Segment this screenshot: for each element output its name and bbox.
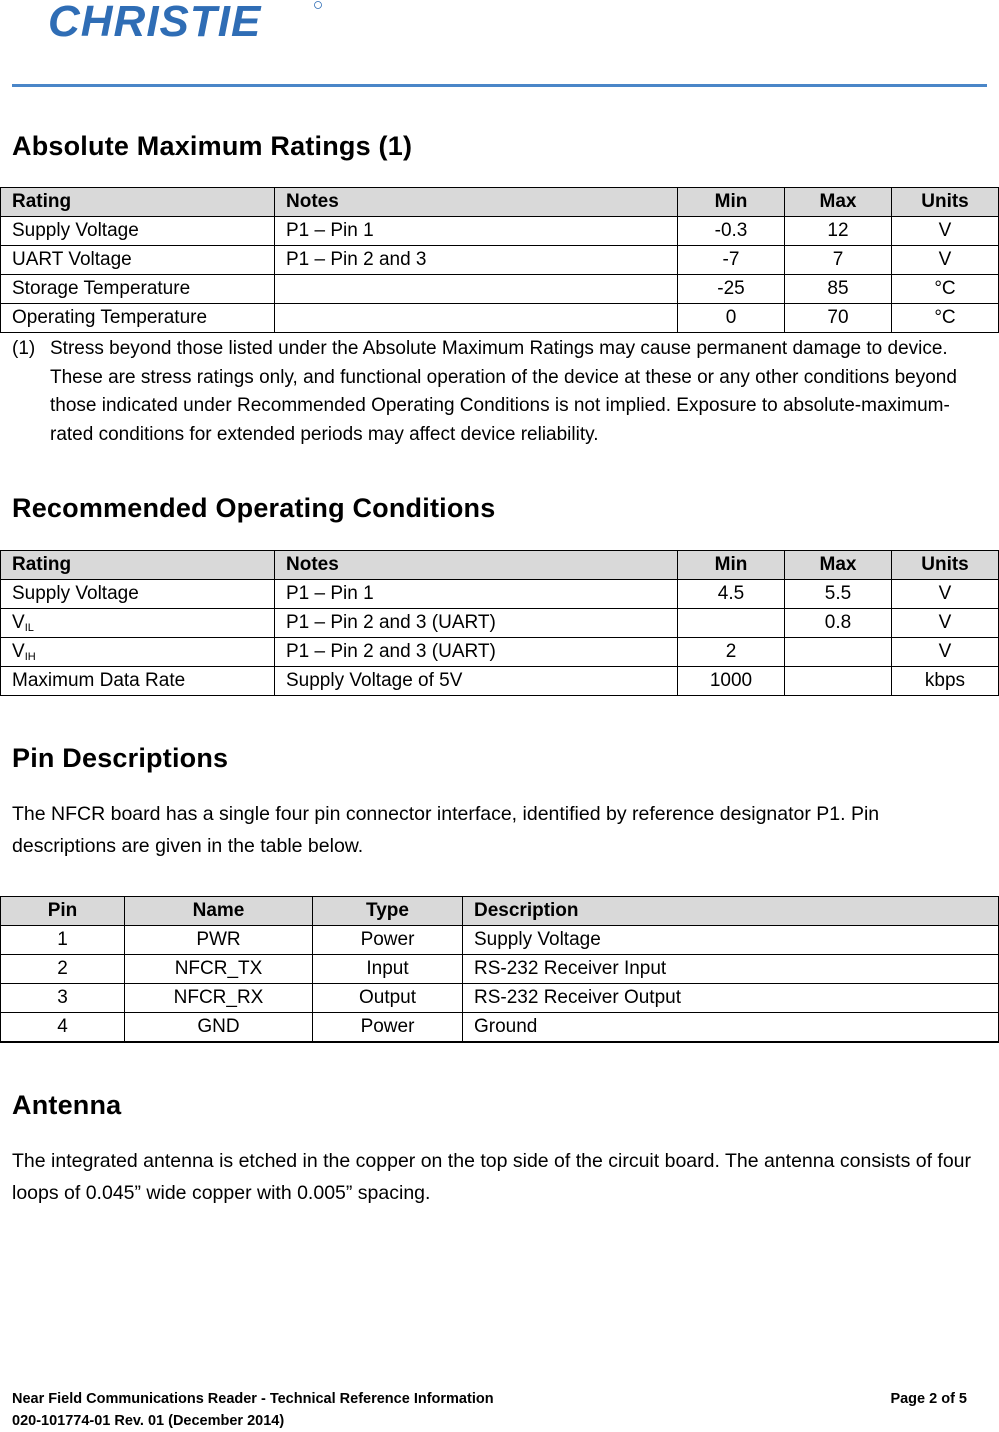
table-row bbox=[1, 638, 999, 667]
cell-description: RS-232 Receiver Output bbox=[463, 984, 999, 1013]
cell-rating bbox=[1, 609, 275, 638]
cell-description: Supply Voltage bbox=[463, 926, 999, 955]
cell-units: °C bbox=[892, 304, 999, 333]
cell-max bbox=[785, 638, 892, 667]
cell-rating: Supply Voltage bbox=[1, 217, 275, 246]
rating-subscript: IL bbox=[24, 622, 34, 634]
cell-min: -0.3 bbox=[678, 217, 785, 246]
cell-max: 5.5 bbox=[785, 580, 892, 609]
header-rule bbox=[12, 84, 987, 87]
cell-pin: 3 bbox=[1, 984, 125, 1013]
cell-max: 12 bbox=[785, 217, 892, 246]
table-header-row bbox=[1, 551, 999, 580]
footnote-number: (1) bbox=[12, 338, 36, 359]
footer-page-number: Page 2 of 5 bbox=[890, 1391, 967, 1407]
registered-mark-icon bbox=[315, 2, 322, 9]
cell-notes: P1 – Pin 1 bbox=[275, 217, 678, 246]
cell-notes: P1 – Pin 2 and 3 (UART) bbox=[275, 609, 678, 638]
col-min: Min bbox=[678, 551, 785, 580]
cell-min bbox=[678, 609, 785, 638]
cell-notes: P1 – Pin 1 bbox=[275, 580, 678, 609]
cell-rating bbox=[1, 667, 275, 696]
cell-max: 7 bbox=[785, 246, 892, 275]
footer-line-1 bbox=[12, 1391, 967, 1407]
cell-description: RS-232 Receiver Input bbox=[463, 955, 999, 984]
col-type: Type bbox=[313, 897, 463, 926]
cell-units: V bbox=[892, 638, 999, 667]
abs-max-footnote bbox=[12, 335, 987, 449]
cell-units: V bbox=[892, 609, 999, 638]
col-notes: Notes bbox=[275, 188, 678, 217]
col-name: Name bbox=[125, 897, 313, 926]
pins-heading: Pin Descriptions bbox=[12, 743, 229, 773]
table-row bbox=[1, 217, 999, 246]
rating-subscript: IH bbox=[24, 651, 36, 663]
cell-name: PWR bbox=[125, 926, 313, 955]
col-pin: Pin bbox=[1, 897, 125, 926]
table-header-row bbox=[1, 897, 999, 926]
cell-notes: P1 – Pin 2 and 3 (UART) bbox=[275, 638, 678, 667]
col-max: Max bbox=[785, 551, 892, 580]
rating-text: V bbox=[12, 641, 25, 662]
table-header-row bbox=[1, 188, 999, 217]
cell-units: °C bbox=[892, 275, 999, 304]
col-units: Units bbox=[892, 551, 999, 580]
cell-rating: UART Voltage bbox=[1, 246, 275, 275]
cell-notes bbox=[275, 304, 678, 333]
cell-min: 2 bbox=[678, 638, 785, 667]
cell-description: Ground bbox=[463, 1013, 999, 1043]
cell-rating bbox=[1, 580, 275, 609]
cell-min: 4.5 bbox=[678, 580, 785, 609]
pins-table bbox=[0, 896, 999, 1043]
footer-line-2 bbox=[12, 1413, 967, 1429]
cell-units: kbps bbox=[892, 667, 999, 696]
pins-intro: The NFCR board has a single four pin connector interface, identified by reference designator P1. Pin descriptions are given in the table below. bbox=[12, 803, 880, 857]
cell-rating bbox=[1, 638, 275, 667]
cell-rating: Operating Temperature bbox=[1, 304, 275, 333]
cell-pin: 4 bbox=[1, 1013, 125, 1043]
cell-type: Power bbox=[313, 1013, 463, 1043]
table-row bbox=[1, 609, 999, 638]
logo-text: CHRISTIE bbox=[48, 0, 262, 42]
rating-text: Supply Voltage bbox=[12, 583, 139, 604]
col-units: Units bbox=[892, 188, 999, 217]
cell-min: -7 bbox=[678, 246, 785, 275]
table-row bbox=[1, 304, 999, 333]
cell-min: 1000 bbox=[678, 667, 785, 696]
col-rating: Rating bbox=[1, 188, 275, 217]
table-row bbox=[1, 667, 999, 696]
table-row bbox=[1, 275, 999, 304]
cell-min: 0 bbox=[678, 304, 785, 333]
footer-doc-title: Near Field Communications Reader - Technical Reference Information bbox=[12, 1391, 494, 1407]
abs-max-heading: Absolute Maximum Ratings (1) bbox=[12, 131, 413, 161]
col-description: Description bbox=[463, 897, 999, 926]
cell-notes: Supply Voltage of 5V bbox=[275, 667, 678, 696]
antenna-text: The integrated antenna is etched in the copper on the top side of the circuit board. The antenna consists of four loops of 0.045” wide copper with 0.005” spacing. bbox=[12, 1150, 972, 1204]
cell-units: V bbox=[892, 580, 999, 609]
table-row bbox=[1, 955, 999, 984]
cell-notes: P1 – Pin 2 and 3 bbox=[275, 246, 678, 275]
rating-text: Maximum Data Rate bbox=[12, 670, 186, 691]
col-min: Min bbox=[678, 188, 785, 217]
table-row bbox=[1, 1013, 999, 1043]
footnote-text: Stress beyond those listed under the Absolute Maximum Ratings may cause permanent damage to device. These are stress ratings only, and functional operation of the device at these or any other conditions beyond those indicated under Recommended Operating Conditions is not implied. Exposure to absolute-maximum-rated conditions for extended periods may affect device reliability. bbox=[50, 338, 957, 445]
abs-max-table bbox=[0, 187, 999, 333]
cell-max: 70 bbox=[785, 304, 892, 333]
christie-logo-graphic bbox=[48, 0, 328, 42]
rating-text: V bbox=[12, 612, 25, 633]
table-row bbox=[1, 926, 999, 955]
table-row bbox=[1, 580, 999, 609]
footer-doc-number: 020-101774-01 Rev. 01 (December 2014) bbox=[12, 1413, 285, 1429]
col-max: Max bbox=[785, 188, 892, 217]
cell-name: GND bbox=[125, 1013, 313, 1043]
cell-type: Output bbox=[313, 984, 463, 1013]
cell-min: -25 bbox=[678, 275, 785, 304]
cell-units: V bbox=[892, 217, 999, 246]
col-rating: Rating bbox=[1, 551, 275, 580]
antenna-heading: Antenna bbox=[12, 1090, 122, 1120]
cell-name: NFCR_TX bbox=[125, 955, 313, 984]
recommended-table bbox=[0, 550, 999, 696]
recommended-heading: Recommended Operating Conditions bbox=[12, 493, 496, 523]
col-notes: Notes bbox=[275, 551, 678, 580]
cell-notes bbox=[275, 275, 678, 304]
table-row bbox=[1, 984, 999, 1013]
cell-units: V bbox=[892, 246, 999, 275]
cell-rating: Storage Temperature bbox=[1, 275, 275, 304]
cell-max bbox=[785, 667, 892, 696]
cell-type: Power bbox=[313, 926, 463, 955]
table-row bbox=[1, 246, 999, 275]
christie-logo bbox=[48, 0, 328, 40]
cell-type: Input bbox=[313, 955, 463, 984]
cell-pin: 2 bbox=[1, 955, 125, 984]
cell-name: NFCR_RX bbox=[125, 984, 313, 1013]
cell-max: 85 bbox=[785, 275, 892, 304]
cell-pin: 1 bbox=[1, 926, 125, 955]
cell-max: 0.8 bbox=[785, 609, 892, 638]
